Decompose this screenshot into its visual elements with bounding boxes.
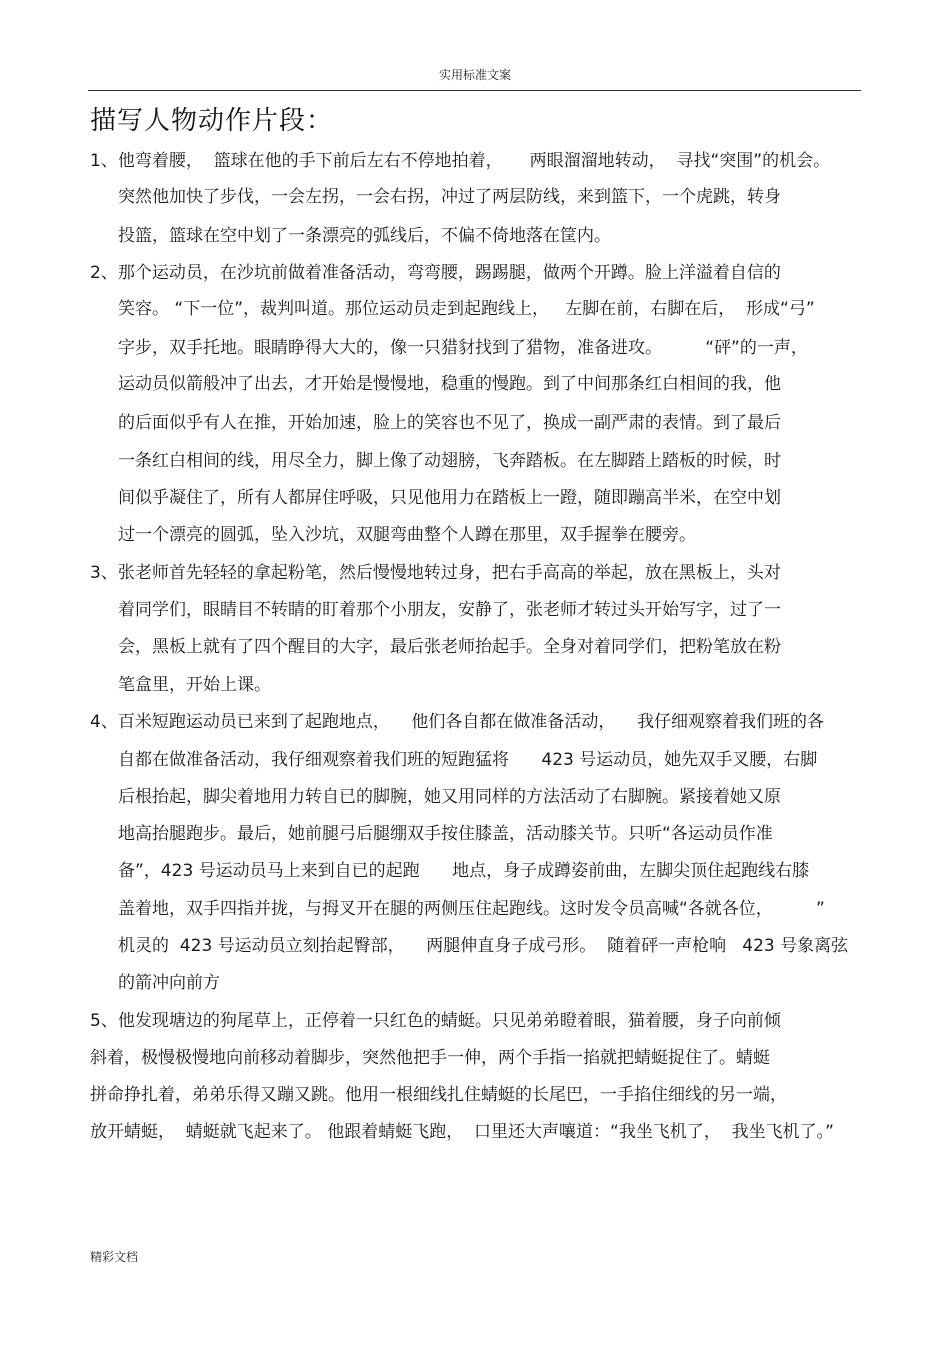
text-line: 自都在做准备活动，我仔细观察着我们班的短跑猛将 423 号运动员，她先双手叉腰，右脚	[118, 750, 818, 770]
text-line: 4、百米短跑运动员已来到了起跑地点， 他们各自都在做准备活动， 我仔细观察着我们班的各	[90, 712, 825, 732]
text-line: 机灵的 423 号运动员立刻抬起臀部， 两腿伸直身子成弓形。 随着砰一声枪响 423 号象离弦	[118, 936, 849, 956]
text-line: 1、他弯着腰， 篮球在他的手下前后左右不停地拍着， 两眼溜溜地转动， 寻找“突围”的机会。	[90, 151, 831, 171]
text-line: 着同学们，眼睛目不转睛的盯着那个小朋友，安静了，张老师才转过头开始写字，过了一	[118, 600, 781, 620]
text-line: 后根抬起，脚尖着地用力转自已的脚腕，她又用同样的方法活动了右脚腕。紧接着她又原	[118, 787, 781, 807]
text-line: 间似乎凝住了，所有人都屏住呼吸，只见他用力在踏板上一蹬，随即蹦高半米，在空中划	[118, 488, 781, 508]
text-line: 3、张老师首先轻轻的拿起粉笔，然后慢慢地转过身，把右手高高的举起，放在黑板上，头对	[90, 563, 781, 583]
text-line: 过一个漂亮的圆弧，坠入沙坑，双腿弯曲整个人蹲在那里，双手握拳在腰旁。	[118, 525, 696, 545]
text-line: 的箭冲向前方	[118, 973, 220, 993]
text-line: 盖着地，双手四指并拢，与拇叉开在腿的两侧压住起跑线。这时发令员高喊“各就各位， ”	[118, 899, 825, 919]
header-divider	[88, 90, 861, 91]
text-line: 笑容。 “下一位”，裁判叫道。那位运动员走到起跑线上， 左脚在前，右脚在后， 形成“弓”	[118, 299, 815, 319]
text-line: 突然他加快了步伐，一会左拐，一会右拐，冲过了两层防线，来到篮下，一个虎跳，转身	[118, 187, 781, 207]
text-line: 的后面似乎有人在推，开始加速，脸上的笑容也不见了，换成一副严肃的表情。到了最后	[118, 413, 781, 433]
text-line: 2、那个运动员，在沙坑前做着准备活动，弯弯腰，踢踢腿，做两个开蹲。脸上洋溢着自信的	[90, 263, 781, 283]
text-line: 笔盒里，开始上课。	[118, 675, 271, 695]
text-line: 投篮，篮球在空中划了一条漂亮的弧线后，不偏不倚地落在筐内。	[118, 226, 611, 246]
page-title: 描写人物动作片段：	[90, 106, 334, 136]
text-line: 一条红白相间的线，用尽全力，脚上像了动翅膀，飞奔踏板。在左脚踏上踏板的时候，时	[118, 451, 781, 471]
page-footer: 精彩文档	[90, 1250, 139, 1264]
text-line: 放开蜻蜓， 蜻蜓就飞起来了。 他跟着蜻蜓飞跑， 口里还大声嚷道：“我坐飞机了， 我坐飞机了。”	[90, 1122, 834, 1142]
text-line: 5、他发现塘边的狗尾草上，正停着一只红色的蜻蜓。只见弟弟瞪着眼，猫着腰，身子向前倾	[90, 1011, 781, 1031]
text-line: 运动员似箭般冲了出去，才开始是慢慢地，稳重的慢跑。到了中间那条红白相间的我，他	[118, 374, 781, 394]
text-line: 会，黑板上就有了四个醒目的大字，最后张老师抬起手。全身对着同学们，把粉笔放在粉	[118, 637, 781, 657]
text-line: 地高抬腿跑步。最后，她前腿弓后腿绷双手按住膝盖，活动膝关节。只听“各运动员作准	[118, 824, 773, 844]
header-text: 实用标准文案	[438, 68, 511, 82]
text-line: 备”，423 号运动员马上来到自已的起跑 地点，身子成蹲姿前曲，左脚尖顶住起跑线右膝	[118, 861, 810, 881]
text-line: 字步，双手托地。眼睛睁得大大的，像一只猎豺找到了猎物，准备进攻。 “砰”的一声，	[118, 338, 808, 358]
text-line: 斜着，极慢极慢地向前移动着脚步，突然他把手一伸，两个手指一掐就把蜻蜓捉住了。蜻蜓	[90, 1048, 770, 1068]
text-line: 拼命挣扎着，弟弟乐得又蹦又跳。他用一根细线扎住蜻蜓的长尾巴，一手掐住细线的另一端，	[90, 1085, 787, 1105]
